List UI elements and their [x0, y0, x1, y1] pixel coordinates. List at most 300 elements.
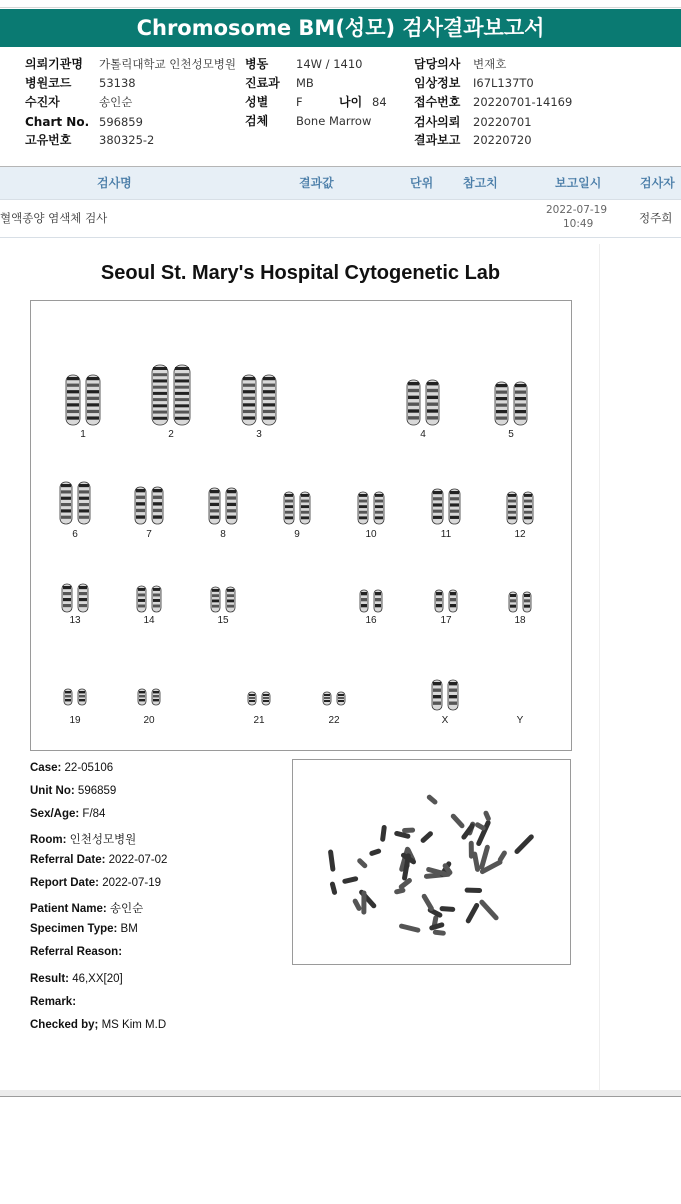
chromosome-band — [227, 496, 236, 499]
chromosome-band — [524, 516, 532, 519]
chromosome-band — [408, 396, 419, 399]
chromosome-band — [324, 694, 330, 696]
chromosome-band — [136, 489, 145, 492]
patient-value: 송인순 — [99, 95, 133, 109]
metaphase-chromosome — [352, 898, 363, 912]
chromosome-band — [210, 490, 219, 493]
chromosome-band — [510, 594, 516, 597]
chromosome-band — [79, 509, 89, 512]
chromosome-band — [175, 386, 189, 389]
metaphase-chromosome — [433, 929, 447, 935]
report-label: 결과보고 — [414, 133, 461, 147]
request-value: 20220701 — [473, 115, 532, 129]
chromosome-band — [285, 516, 293, 519]
age-value: 84 — [372, 95, 387, 109]
chromosome-label-4: 4 — [420, 429, 426, 440]
chromosome-band — [227, 516, 236, 519]
report-date-label: Report Date: — [30, 877, 100, 889]
chromosome-band — [212, 605, 219, 608]
chromosome-band — [153, 594, 160, 597]
col-result: 결과값 — [299, 176, 334, 190]
chromosome-pair-X — [431, 679, 459, 713]
chromosome-band — [450, 503, 459, 506]
chromosome-band — [243, 410, 255, 413]
chromosome-pair-20 — [137, 688, 161, 708]
chromosome-band — [212, 589, 219, 592]
chromosome-band — [210, 509, 219, 512]
chromosome-label-15: 15 — [217, 615, 229, 626]
chromosome-band — [427, 382, 438, 385]
chromosome-band — [79, 699, 85, 701]
chart-value: 596859 — [99, 115, 143, 129]
referral-reason-label: Referral Reason: — [30, 946, 123, 958]
chromosome-band — [324, 697, 330, 699]
chromosome-band — [87, 403, 99, 406]
hospcode-label: 병원코드 — [25, 76, 72, 90]
karyotype-report — [2, 244, 600, 1090]
metaphase-chromosome — [474, 821, 487, 831]
chromosome-label-12: 12 — [514, 529, 526, 540]
chromosome-band — [427, 416, 438, 419]
chromosome-band — [136, 496, 145, 499]
specimen-label: 검체 — [245, 114, 269, 128]
col-unit: 단위 — [410, 176, 434, 190]
chromosome-band — [210, 503, 219, 506]
chromosome-band — [524, 505, 532, 508]
metaphase-chromosome — [450, 813, 466, 830]
chromosome-band — [263, 700, 269, 702]
referral-date-line — [30, 854, 167, 866]
chromosome-band — [524, 599, 530, 602]
chromosome-band — [301, 500, 309, 503]
chromosome-band — [153, 509, 162, 512]
metaphase-spread-image — [292, 759, 571, 965]
referral-reason-line — [30, 946, 122, 958]
specimen-type-value: BM — [120, 923, 138, 935]
chromosome-band — [450, 604, 456, 607]
unique-value: 380325-2 — [99, 133, 155, 147]
doctor-value: 변재호 — [473, 57, 507, 71]
chromosome-band — [361, 604, 367, 607]
chromosome-band — [153, 398, 167, 401]
chromosome-label-9: 9 — [294, 529, 300, 540]
chromosome-band — [139, 695, 145, 697]
chromosome-pair-6 — [59, 481, 91, 527]
chromosome-pair-18 — [508, 591, 532, 615]
col-test-name: 검사명 — [97, 176, 132, 190]
chromosome-band — [139, 699, 145, 701]
chromosome-band — [427, 409, 438, 412]
chromosome-band — [524, 511, 532, 514]
chromosome-band — [433, 516, 442, 519]
chromosome-label-14: 14 — [143, 615, 155, 626]
chromosome-band — [263, 410, 275, 413]
metaphase-chromosome — [465, 902, 480, 924]
chromosome-band — [175, 404, 189, 407]
chromosome-band — [508, 505, 516, 508]
checked-label: Checked by; — [30, 1019, 99, 1031]
chromosome-band — [175, 367, 189, 370]
patient-label: 수진자 — [25, 95, 60, 109]
chromosome-band — [433, 503, 442, 506]
chromosome-band — [212, 594, 219, 597]
chromosome-band — [65, 695, 71, 697]
room-label: Room: — [30, 834, 67, 846]
chromosome-pair-9 — [283, 491, 311, 527]
chromosome-band — [450, 516, 459, 519]
chromosome-pair-8 — [208, 487, 238, 527]
chromosome-band — [153, 404, 167, 407]
age-label: 나이 — [339, 95, 363, 109]
chromosome-band — [375, 516, 383, 519]
chromosome-band — [436, 592, 442, 595]
chromosome-band — [227, 490, 236, 493]
chromosome-band — [138, 594, 145, 597]
chromosome-band — [515, 391, 526, 394]
unit-label: Unit No: — [30, 785, 75, 797]
report-time: 10:49 — [563, 218, 594, 230]
chromosome-label-21: 21 — [253, 715, 265, 726]
chromosome-band — [249, 697, 255, 699]
patient-name-line — [30, 900, 143, 916]
test-name: 혈액종양 염색체 검사 — [0, 211, 108, 225]
referral-date-value: 2022-07-02 — [108, 854, 168, 866]
chromosome-band — [408, 416, 419, 419]
chromosome-band — [496, 384, 507, 387]
chromosome-band — [263, 416, 275, 419]
chromosome-band — [175, 411, 189, 414]
room-value: 인천성모병원 — [69, 834, 137, 846]
chromosome-band — [433, 497, 442, 500]
chromosome-pair-4 — [406, 379, 440, 428]
chromosome-band — [175, 379, 189, 382]
request-label: 검사의뢰 — [414, 115, 461, 129]
chromosome-band — [136, 509, 145, 512]
chromosome-band — [139, 691, 145, 693]
chromosome-band — [524, 494, 532, 497]
metaphase-chromosome — [472, 851, 481, 872]
chromosome-band — [433, 682, 441, 685]
chromosome-band — [136, 502, 145, 505]
examiner: 정주희 — [639, 211, 673, 225]
ward-label: 병동 — [245, 57, 269, 71]
metaphase-chromosome — [380, 825, 387, 842]
chromosome-band — [243, 390, 255, 393]
metaphase-chromosome — [478, 899, 499, 922]
specimen-type-line — [30, 923, 138, 935]
chromosome-band — [496, 410, 507, 413]
chromosome-band — [87, 397, 99, 400]
chromosome-band — [175, 373, 189, 376]
chromosome-band — [61, 484, 71, 487]
case-label: Case: — [30, 762, 62, 774]
table-row[interactable] — [0, 200, 681, 237]
chromosome-band — [153, 379, 167, 382]
chromosome-band — [263, 397, 275, 400]
chromosome-band — [263, 377, 275, 380]
hospcode-value: 53138 — [99, 76, 136, 90]
top-border — [0, 0, 681, 8]
chromosome-band — [153, 367, 167, 370]
chromosome-band — [79, 691, 85, 693]
chromosome-band — [61, 503, 71, 506]
chromosome-band — [175, 417, 189, 420]
chromosome-band — [301, 494, 309, 497]
ward-value: 14W / 1410 — [296, 57, 363, 71]
chromosome-band — [79, 490, 89, 493]
chromosome-band — [510, 605, 516, 608]
chromosome-band — [87, 390, 99, 393]
chromosome-band — [79, 598, 87, 601]
clinical-label: 임상정보 — [414, 76, 461, 90]
chromosome-band — [210, 516, 219, 519]
chromosome-label-11: 11 — [440, 529, 452, 540]
chromosome-band — [449, 702, 457, 705]
chromosome-label-20: 20 — [143, 715, 155, 726]
remark-line — [30, 996, 76, 1008]
chromosome-band — [63, 604, 71, 607]
chromosome-band — [153, 489, 162, 492]
checked-value: MS Kim M.D — [101, 1019, 167, 1031]
lab-title: Seoul St. Mary's Hospital Cytogenetic Lab — [100, 262, 501, 284]
chromosome-band — [524, 500, 532, 503]
sexage-line — [30, 808, 105, 820]
report-date: 2022-07-19 — [546, 204, 608, 216]
chromosome-band — [138, 605, 145, 608]
patient-name-value: 송인순 — [109, 903, 144, 915]
chromosome-pair-15 — [210, 586, 236, 615]
chromosome-band — [427, 389, 438, 392]
chromosome-band — [249, 694, 255, 696]
chromosome-band — [263, 403, 275, 406]
report-date-line — [30, 877, 161, 889]
chromosome-band — [153, 417, 167, 420]
karyogram — [30, 300, 572, 751]
chromosome-band — [138, 588, 145, 591]
chromosome-band — [375, 604, 381, 607]
result-line — [30, 973, 123, 985]
chromosome-band — [87, 410, 99, 413]
chromosome-band — [153, 605, 160, 608]
chromosome-band — [243, 403, 255, 406]
chromosome-band — [515, 417, 526, 420]
chromosome-band — [450, 491, 459, 494]
chromosome-band — [67, 416, 79, 419]
chromosome-band — [67, 384, 79, 387]
chromosome-pair-5 — [494, 381, 528, 428]
chromosome-band — [433, 695, 441, 698]
chromosome-band — [79, 516, 89, 519]
institution-label: 의뢰기관명 — [25, 57, 83, 71]
accession-value: 20220701-14169 — [473, 95, 573, 109]
chromosome-band — [515, 404, 526, 407]
result-label: Result: — [30, 973, 69, 985]
chromosome-band — [449, 695, 457, 698]
doctor-label: 담당의사 — [414, 57, 461, 71]
chromosome-band — [67, 403, 79, 406]
chromosome-band — [61, 490, 71, 493]
sex-label: 성별 — [245, 95, 269, 109]
chromosome-band — [285, 511, 293, 514]
metaphase-chromosome — [420, 830, 434, 844]
metaphase-chromosome — [361, 891, 366, 915]
chromosome-band — [408, 403, 419, 406]
chromosome-pair-10 — [357, 491, 385, 527]
chromosome-pair-22 — [322, 691, 346, 708]
chromosome-band — [433, 689, 441, 692]
chromosome-band — [67, 397, 79, 400]
chromosome-band — [508, 516, 516, 519]
col-reference: 참고치 — [463, 176, 498, 190]
chromosome-band — [515, 384, 526, 387]
chromosome-band — [153, 373, 167, 376]
clinical-value: I67L137T0 — [473, 76, 534, 90]
chromosome-band — [153, 588, 160, 591]
metaphase-chromosome — [329, 881, 337, 895]
chromosome-band — [436, 604, 442, 607]
chromosome-band — [508, 511, 516, 514]
chromosome-band — [433, 491, 442, 494]
chromosome-band — [61, 516, 71, 519]
chromosome-pair-11 — [431, 488, 461, 527]
chromosome-label-6: 6 — [72, 529, 78, 540]
chromosome-band — [361, 592, 367, 595]
chromosome-band — [359, 494, 367, 497]
chromosome-label-16: 16 — [365, 615, 377, 626]
chromosome-band — [408, 382, 419, 385]
result-value: 46,XX[20] — [72, 973, 123, 985]
chromosome-label-8: 8 — [220, 529, 226, 540]
chromosome-band — [263, 384, 275, 387]
unit-line — [30, 785, 116, 797]
chromosome-pair-12 — [506, 491, 534, 527]
chromosome-band — [227, 503, 236, 506]
case-line — [30, 762, 113, 774]
dept-label: 진료과 — [245, 76, 280, 90]
chromosome-band — [153, 502, 162, 505]
chromosome-band — [496, 397, 507, 400]
chromosome-band — [136, 515, 145, 518]
chromosome-band — [375, 500, 383, 503]
chromosome-band — [153, 599, 160, 602]
chromosome-band — [79, 695, 85, 697]
report-value: 20220720 — [473, 133, 532, 147]
chromosome-band — [243, 384, 255, 387]
chromosome-band — [338, 697, 344, 699]
chromosome-band — [67, 410, 79, 413]
metaphase-chromosome — [421, 893, 435, 912]
metaphase-chromosome — [497, 850, 508, 863]
chromosome-band — [524, 605, 530, 608]
chromosome-band — [153, 411, 167, 414]
chromosome-pair-3 — [241, 374, 277, 428]
chromosome-band — [63, 586, 71, 589]
sexage-value: F/84 — [82, 808, 106, 820]
chromosome-band — [138, 599, 145, 602]
sex-value: F — [296, 95, 303, 109]
chromosome-band — [361, 598, 367, 601]
chromosome-band — [227, 594, 234, 597]
chromosome-band — [61, 497, 71, 500]
chart-label: Chart No. — [25, 115, 90, 129]
chromosome-band — [433, 702, 441, 705]
checked-line — [30, 1019, 166, 1031]
chromosome-band — [175, 392, 189, 395]
chromosome-band — [87, 377, 99, 380]
chromosome-band — [63, 598, 71, 601]
chromosome-pair-21 — [247, 691, 271, 708]
chromosome-band — [285, 500, 293, 503]
chromosome-band — [301, 511, 309, 514]
chromosome-band — [285, 494, 293, 497]
chromosome-label-22: 22 — [328, 715, 340, 726]
chromosome-band — [508, 500, 516, 503]
chromosome-pair-1 — [65, 374, 101, 428]
chromosome-band — [449, 689, 457, 692]
chromosome-band — [65, 699, 71, 701]
chromosome-band — [510, 599, 516, 602]
chromosome-band — [243, 416, 255, 419]
chromosome-band — [450, 497, 459, 500]
chromosome-band — [153, 386, 167, 389]
dept-value: MB — [296, 76, 314, 90]
chromosome-band — [65, 691, 71, 693]
results-table-header — [0, 167, 681, 199]
chromosome-band — [210, 496, 219, 499]
chromosome-band — [79, 586, 87, 589]
chromosome-pair-17 — [434, 589, 458, 615]
chromosome-pair-2 — [151, 364, 191, 428]
chromosome-band — [433, 510, 442, 513]
chromosome-band — [153, 699, 159, 701]
chromosome-band — [63, 592, 71, 595]
referral-date-label: Referral Date: — [30, 854, 106, 866]
chromosome-pair-16 — [359, 589, 383, 615]
chromosome-band — [301, 505, 309, 508]
chromosome-band — [375, 511, 383, 514]
chromosome-band — [67, 377, 79, 380]
metaphase-chromosome — [398, 923, 420, 933]
chromosome-band — [375, 592, 381, 595]
chromosome-label-17: 17 — [440, 615, 452, 626]
col-examiner: 검사자 — [640, 176, 675, 190]
chromosome-band — [508, 494, 516, 497]
chromosome-band — [243, 397, 255, 400]
chromosome-band — [427, 403, 438, 406]
chromosome-band — [338, 694, 344, 696]
chromosome-band — [450, 598, 456, 601]
metaphase-chromosome — [369, 848, 382, 857]
metaphase-spread — [293, 760, 570, 964]
metaphase-chromosome — [328, 849, 336, 872]
chromosome-label-3: 3 — [256, 429, 262, 440]
chromosome-pair-13 — [61, 583, 89, 615]
chromosome-band — [87, 416, 99, 419]
remark-label: Remark: — [30, 996, 77, 1008]
chromosome-label-13: 13 — [69, 615, 81, 626]
accession-label: 접수번호 — [414, 95, 461, 109]
metaphase-chromosome — [513, 833, 534, 855]
chromosome-label-5: 5 — [508, 429, 514, 440]
chromosome-band — [496, 417, 507, 420]
chromosome-band — [153, 515, 162, 518]
chromosome-band — [61, 509, 71, 512]
col-report-date: 보고일시 — [555, 176, 602, 190]
chromosome-band — [375, 505, 383, 508]
chromosome-band — [450, 510, 459, 513]
chromosome-band — [227, 600, 234, 603]
chromosome-band — [324, 700, 330, 702]
